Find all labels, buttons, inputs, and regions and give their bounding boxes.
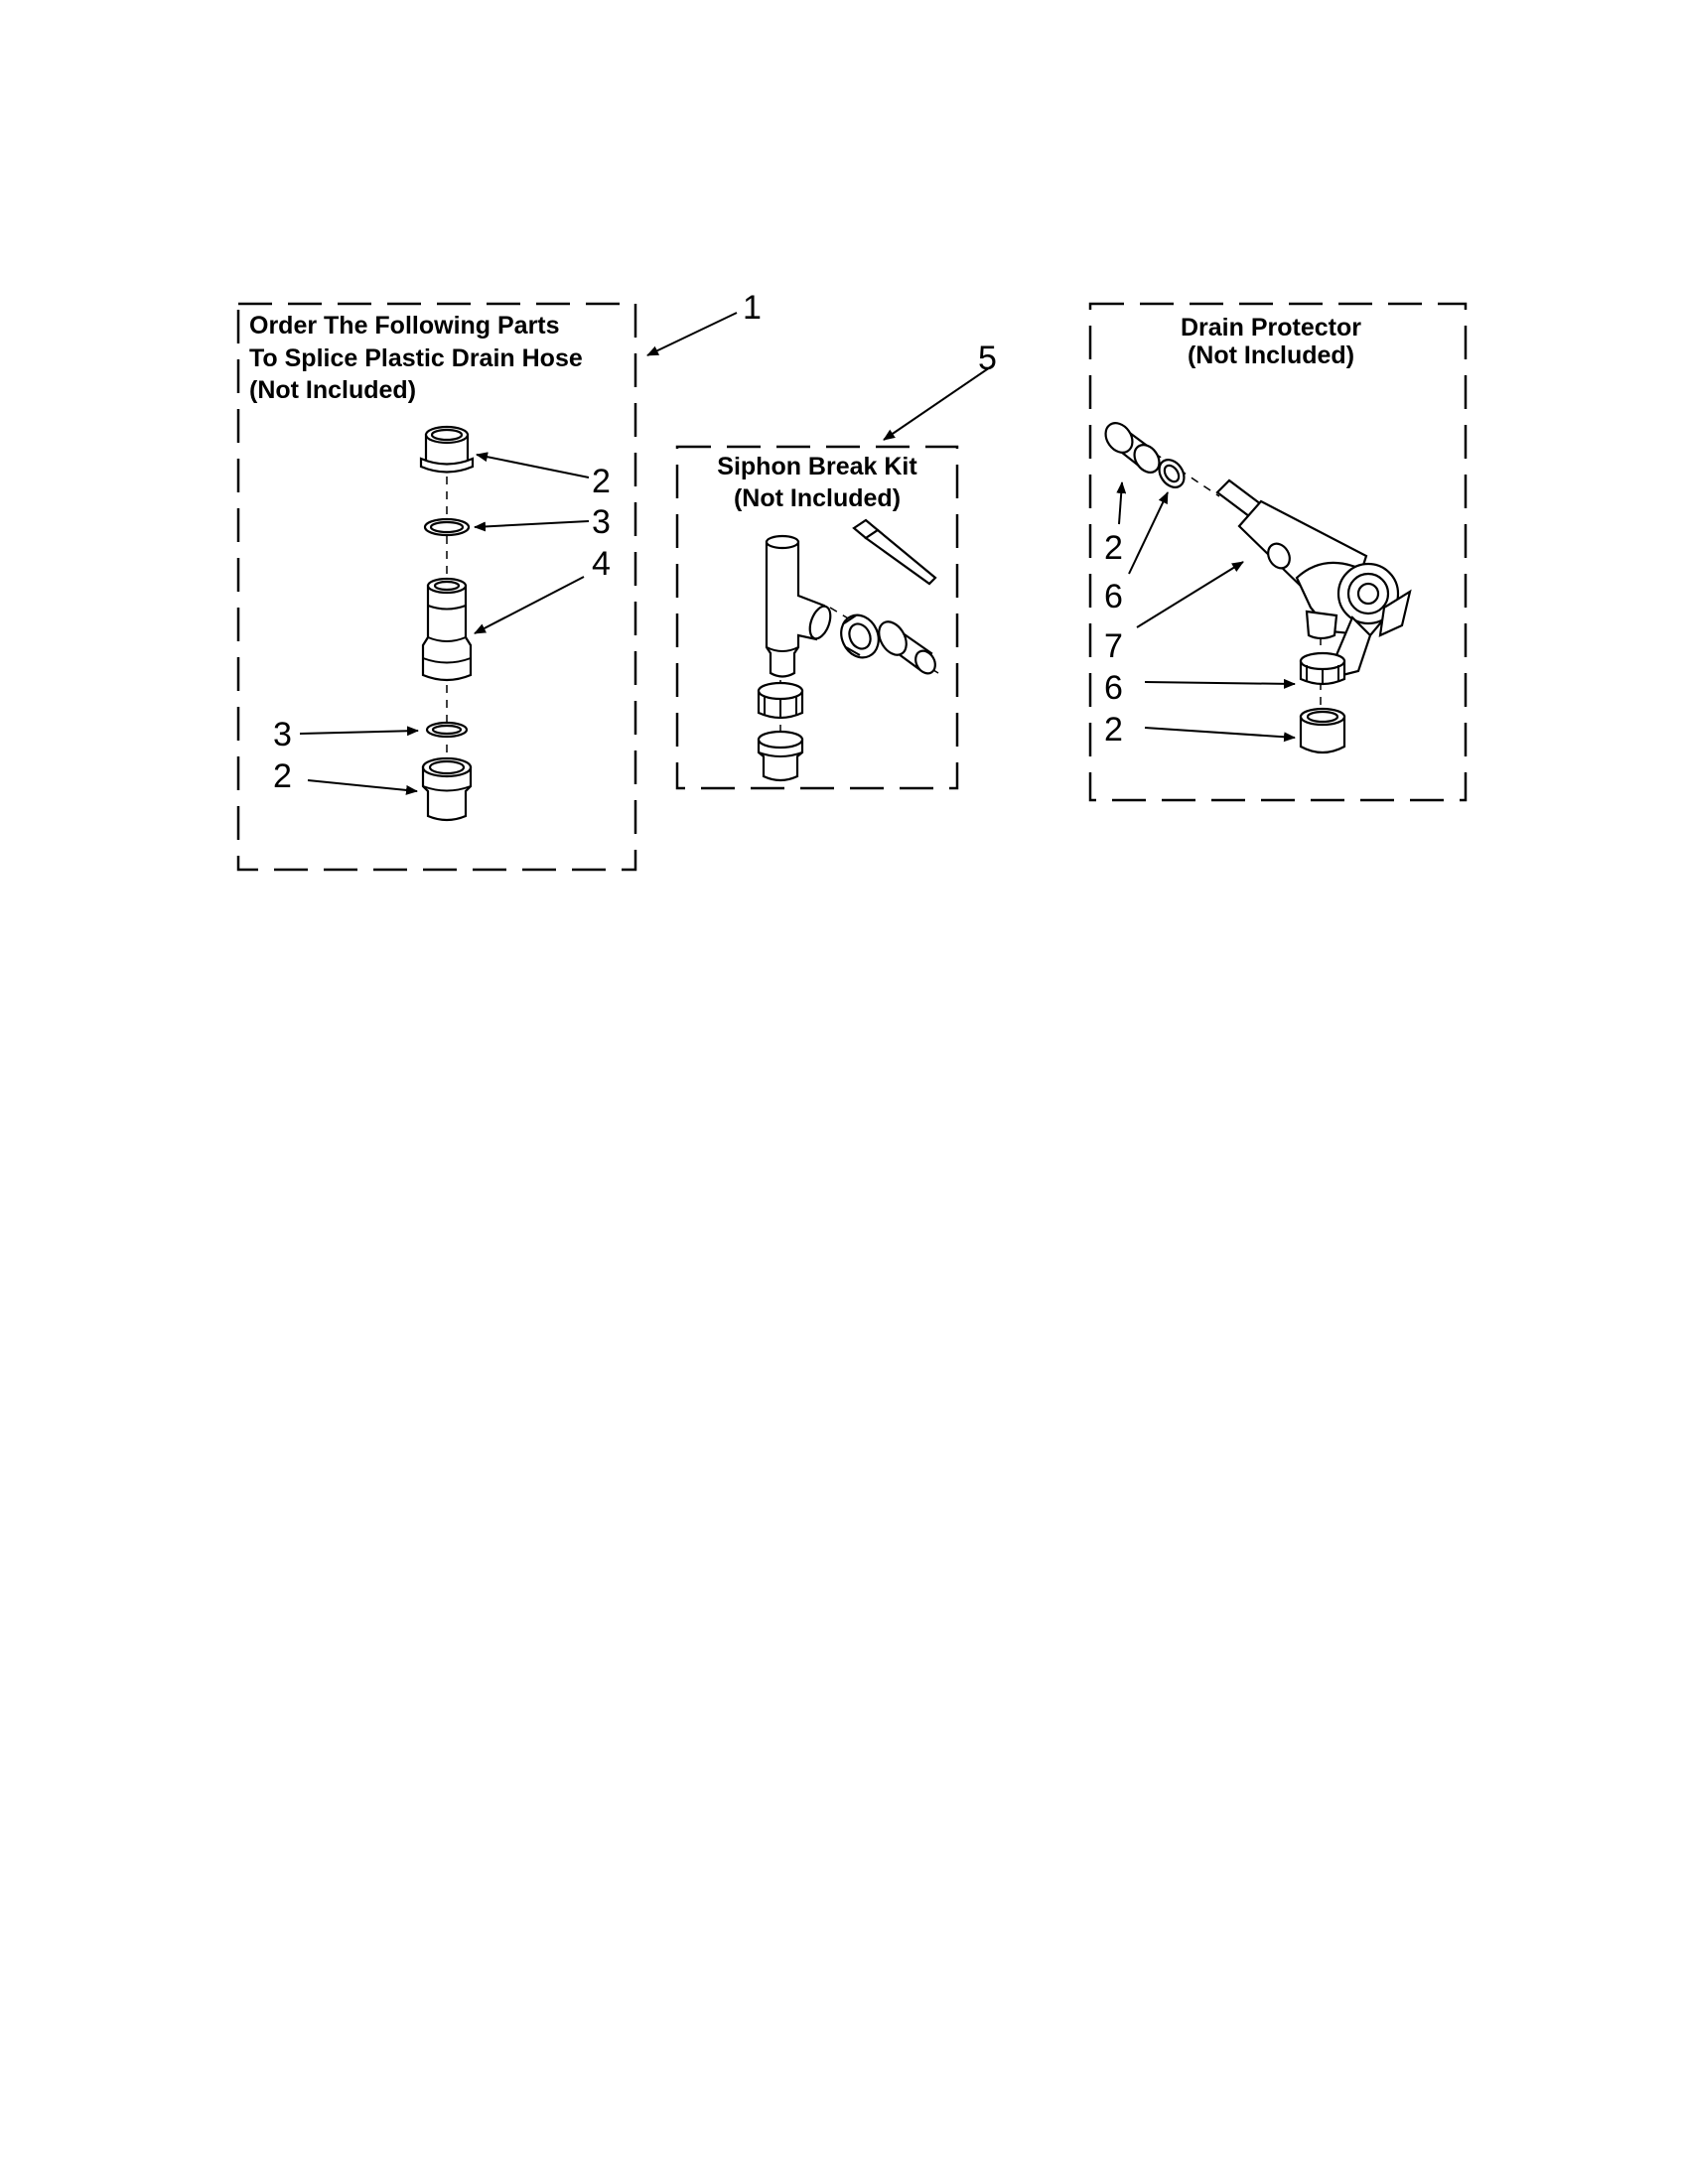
siphon-right-clamp	[834, 609, 885, 663]
callout-7: 7	[1104, 627, 1123, 665]
callout-2-bottom-right: 2	[1104, 711, 1123, 749]
splice-panel	[238, 289, 762, 870]
splice-title-line-2: To Splice Plastic Drain Hose	[249, 344, 583, 372]
protector-left-cap	[1100, 418, 1165, 478]
callout-2-left: 2	[1104, 529, 1123, 567]
splice-bottom-clamp	[427, 723, 467, 737]
callout-2-top: 2	[592, 463, 611, 500]
splice-top-cap	[421, 427, 473, 473]
splice-title-line-1: Order The Following Parts	[249, 312, 560, 340]
siphon-right-cap	[874, 616, 939, 676]
siphon-title-line-1: Siphon Break Kit	[717, 453, 917, 480]
drain-protector-title-line-2: (Not Included)	[1187, 341, 1355, 369]
callout-3-bottom: 3	[273, 716, 292, 753]
callout-6-left: 6	[1104, 578, 1123, 615]
callout-5: 5	[978, 340, 997, 377]
protector-bottom-cap	[1301, 709, 1344, 752]
drain-protector-title-line-1: Drain Protector	[1181, 314, 1361, 341]
splice-connector	[423, 579, 471, 680]
callout-1: 1	[743, 289, 762, 327]
siphon-bottom-cap	[759, 732, 802, 780]
protector-body	[1217, 480, 1410, 675]
splice-bottom-cap	[423, 758, 471, 820]
protector-bottom-clamp	[1301, 653, 1344, 685]
callout-2-bottom: 2	[273, 757, 292, 795]
splice-top-clamp	[425, 519, 469, 535]
drain-protector-panel	[1090, 304, 1466, 800]
callout-4: 4	[592, 545, 611, 583]
siphon-title-line-2: (Not Included)	[733, 484, 902, 512]
callout-3-top: 3	[592, 503, 611, 541]
siphon-panel	[677, 340, 997, 788]
callout-6-bottom: 6	[1104, 669, 1123, 707]
siphon-cable-tie	[854, 520, 935, 584]
siphon-tee-fitting	[767, 536, 834, 677]
siphon-bottom-clamp	[759, 683, 802, 719]
splice-title-line-3: (Not Included)	[249, 376, 417, 404]
